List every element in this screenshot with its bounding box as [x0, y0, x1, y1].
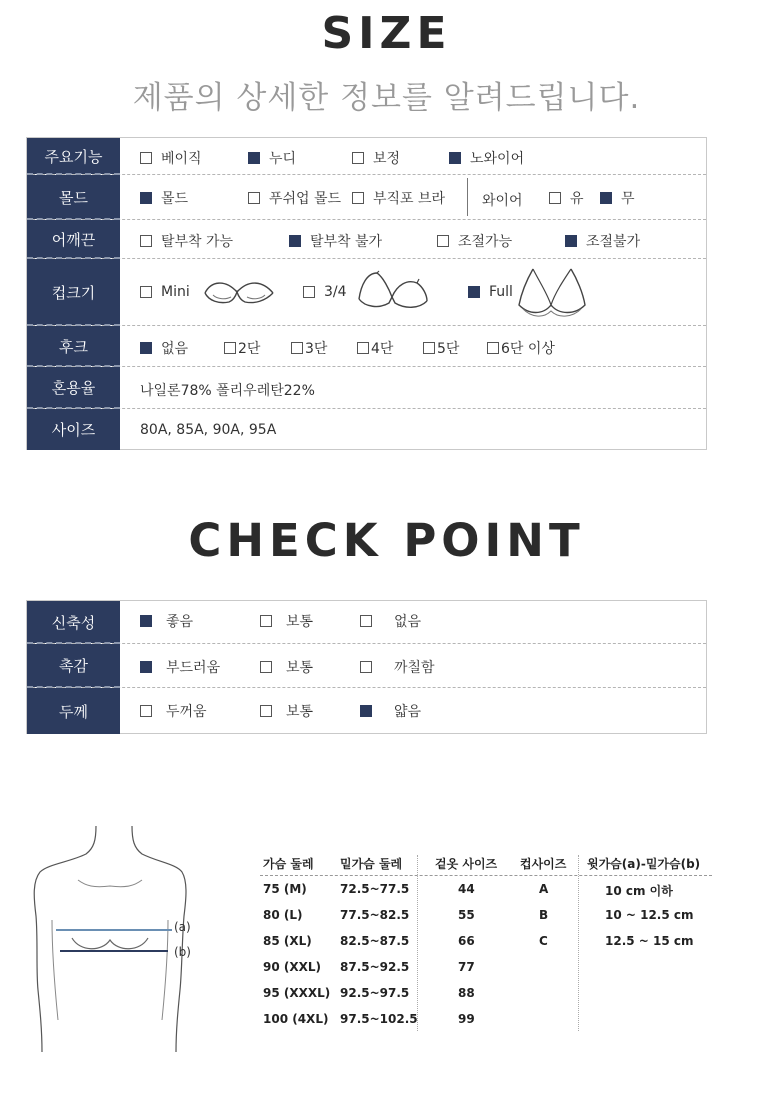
- option-basic: 베이직: [140, 148, 202, 168]
- size-title: SIZE: [321, 8, 452, 59]
- size-subtitle: 제품의 상세한 정보를 알려드립니다.: [132, 80, 641, 116]
- option-cup-three-quarter: 3/4: [303, 284, 347, 300]
- checkbox-icon: [140, 286, 152, 298]
- option-not-adjustable: 조절불가: [565, 231, 640, 251]
- checkbox-icon: [360, 661, 372, 673]
- option-correction: 보정: [352, 148, 400, 168]
- option-hook-none: 없음: [140, 338, 188, 358]
- row-sizes: [27, 409, 706, 450]
- mini-cup-icon: [203, 275, 275, 307]
- checkbox-checked-icon: [360, 705, 372, 717]
- checkbox-checked-icon: [140, 192, 152, 204]
- outer-size-cell: 77: [458, 960, 475, 974]
- option-hook-2: 2단: [224, 338, 260, 358]
- option-cup-mini: Mini: [140, 284, 190, 300]
- checkbox-icon: [437, 235, 449, 247]
- underbust-cell: 97.5~102.5: [340, 1012, 418, 1026]
- option-soft: 부드러움: [140, 657, 220, 677]
- row-main-function: [27, 138, 706, 174]
- checkbox-icon: [357, 342, 369, 354]
- checkbox-checked-icon: [565, 235, 577, 247]
- row-material: [27, 367, 706, 408]
- bust-cell: 100 (4XL): [263, 1012, 329, 1026]
- outer-size-cell: 88: [458, 986, 475, 1000]
- underbust-cell: 72.5~77.5: [340, 882, 410, 896]
- checkbox-icon: [291, 342, 303, 354]
- option-wire-yes: 유: [549, 188, 584, 208]
- checkbox-icon: [140, 235, 152, 247]
- checkbox-icon: [260, 661, 272, 673]
- option-hook-5: 5단: [423, 338, 459, 358]
- bust-cell: 80 (L): [263, 908, 303, 922]
- option-no-wire: 노와이어: [449, 148, 524, 168]
- row-mold: [27, 175, 706, 219]
- material-value: 나일론78% 폴리우레탄22%: [140, 383, 315, 399]
- three-quarter-cup-icon: [355, 269, 429, 313]
- checkbox-icon: [260, 615, 272, 627]
- checkbox-icon: [352, 152, 364, 164]
- checkbox-checked-icon: [468, 286, 480, 298]
- diff-cell: 12.5 ~ 15 cm: [605, 934, 694, 948]
- underbust-cell: 92.5~97.5: [340, 986, 410, 1000]
- checkbox-icon: [140, 152, 152, 164]
- check-point-title: CHECK POINT: [188, 514, 585, 567]
- checkbox-icon: [423, 342, 435, 354]
- option-thin: 얇음: [360, 701, 421, 721]
- diff-cell: 10 cm 이하: [605, 884, 673, 898]
- label-b: (b): [174, 945, 191, 959]
- checkbox-checked-icon: [449, 152, 461, 164]
- option-normal: 보통: [260, 657, 313, 677]
- underbust-cell: 82.5~87.5: [340, 934, 410, 948]
- checkbox-icon: [260, 705, 272, 717]
- option-mold: 몰드: [140, 188, 188, 208]
- checkbox-checked-icon: [600, 192, 612, 204]
- sizes-value: 80A, 85A, 90A, 95A: [140, 422, 277, 438]
- row-cup-size: [27, 259, 706, 325]
- row-thickness: [27, 688, 706, 734]
- header-bust: 가슴 둘레: [263, 857, 314, 871]
- option-hook-3: 3단: [291, 338, 327, 358]
- option-none: 없음: [360, 611, 421, 631]
- bust-cell: 95 (XXXL): [263, 986, 331, 1000]
- divider: [467, 178, 468, 216]
- checkbox-icon: [360, 615, 372, 627]
- header-underbust: 밑가슴 둘레: [340, 857, 403, 871]
- option-detachable: 탈부착 가능: [140, 231, 233, 251]
- row-label: 사이즈: [27, 409, 120, 450]
- checkbox-icon: [248, 192, 260, 204]
- row-texture: [27, 644, 706, 687]
- header-cup: 컵사이즈: [520, 857, 567, 871]
- outer-size-cell: 55: [458, 908, 475, 922]
- header-divider: [260, 875, 712, 876]
- row-label: 촉감: [27, 644, 120, 687]
- option-pushup-mold: 푸쉬업 몰드: [248, 188, 341, 208]
- row-label: 두께: [27, 688, 120, 734]
- cup-cell: B: [539, 908, 549, 922]
- header-outer: 겉옷 사이즈: [435, 857, 498, 871]
- checkbox-icon: [352, 192, 364, 204]
- wire-label: 와이어: [482, 193, 523, 209]
- underbust-cell: 87.5~92.5: [340, 960, 410, 974]
- cup-cell: C: [539, 934, 548, 948]
- body-measurement-diagram: [20, 820, 200, 1070]
- option-hook-4: 4단: [357, 338, 393, 358]
- checkbox-checked-icon: [140, 615, 152, 627]
- checkbox-checked-icon: [140, 342, 152, 354]
- check-point-table: [26, 600, 707, 734]
- option-thick: 두꺼움: [140, 701, 207, 721]
- checkbox-checked-icon: [140, 661, 152, 673]
- option-not-detachable: 탈부착 불가: [289, 231, 382, 251]
- checkbox-icon: [303, 286, 315, 298]
- option-nonwoven-bra: 부직포 브라: [352, 188, 445, 208]
- checkbox-icon: [140, 705, 152, 717]
- full-cup-icon: [515, 265, 589, 321]
- cup-cell: A: [539, 882, 549, 896]
- outer-size-cell: 44: [458, 882, 475, 896]
- bust-cell: 85 (XL): [263, 934, 312, 948]
- bust-cell: 90 (XXL): [263, 960, 321, 974]
- outer-size-cell: 66: [458, 934, 475, 948]
- checkbox-checked-icon: [289, 235, 301, 247]
- diff-cell: 10 ~ 12.5 cm: [605, 908, 694, 922]
- bust-cell: 75 (M): [263, 882, 307, 896]
- row-label: 신축성: [27, 601, 120, 643]
- row-label: 컵크기: [27, 259, 120, 325]
- row-shoulder-strap: [27, 220, 706, 258]
- row-hook: [27, 326, 706, 366]
- header-diff: 윗가슴(a)-밑가슴(b): [587, 857, 701, 871]
- row-label: 혼용율: [27, 367, 120, 408]
- option-cup-full: Full: [468, 284, 513, 300]
- checkbox-checked-icon: [248, 152, 260, 164]
- option-good: 좋음: [140, 611, 193, 631]
- label-a: (a): [174, 920, 191, 934]
- option-hook-6-plus: 6단 이상: [487, 338, 555, 358]
- option-normal: 보통: [260, 701, 313, 721]
- checkbox-icon: [549, 192, 561, 204]
- row-label: 몰드: [27, 175, 120, 219]
- checkbox-icon: [487, 342, 499, 354]
- row-label: 주요기능: [27, 138, 120, 174]
- row-label: 어깨끈: [27, 220, 120, 258]
- row-label: 후크: [27, 326, 120, 366]
- row-elasticity: [27, 601, 706, 643]
- option-adjustable: 조절가능: [437, 231, 512, 251]
- option-normal: 보통: [260, 611, 313, 631]
- option-wire-no: 무: [600, 188, 635, 208]
- size-table: [26, 137, 707, 450]
- outer-size-cell: 99: [458, 1012, 475, 1026]
- option-rough: 까칠함: [360, 657, 435, 677]
- option-nudy: 누디: [248, 148, 296, 168]
- checkbox-icon: [224, 342, 236, 354]
- underbust-cell: 77.5~82.5: [340, 908, 410, 922]
